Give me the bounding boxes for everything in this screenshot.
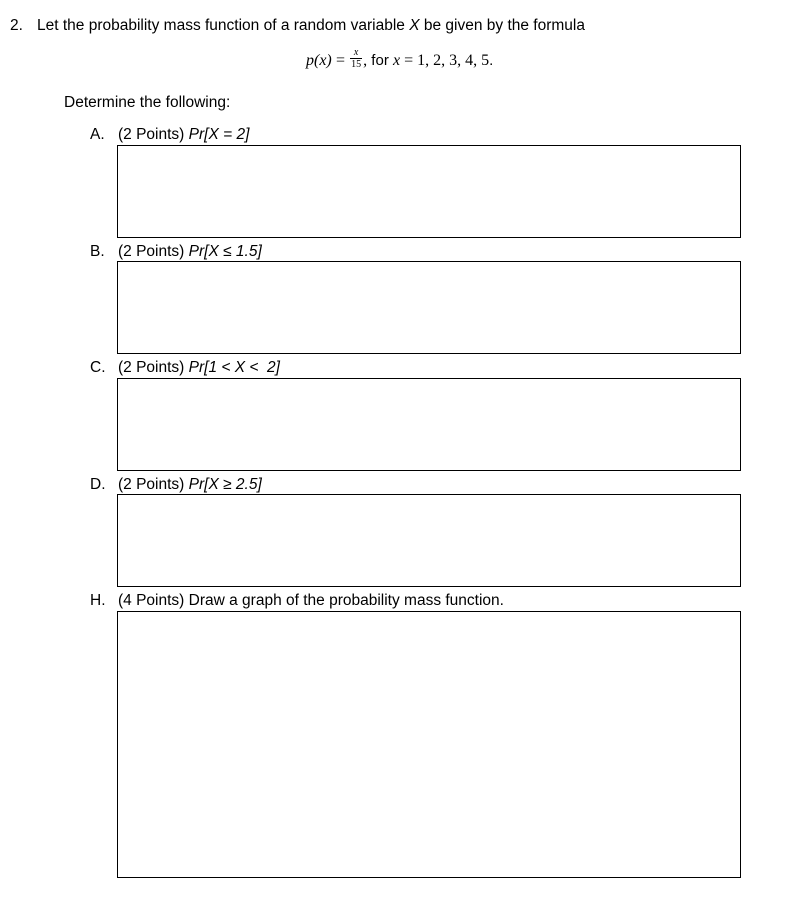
part-a-label: (2 Points) Pr[X = 2] xyxy=(118,126,250,143)
question-number: 2. xyxy=(10,17,23,34)
formula-var: x xyxy=(392,51,401,69)
formula-values: 1, 2, 3, 4, 5 xyxy=(417,51,490,69)
part-h-answer-box[interactable] xyxy=(117,611,741,878)
part-a-letter: A. xyxy=(90,126,105,143)
fraction-denominator: 15 xyxy=(351,59,362,70)
part-c-answer-box[interactable] xyxy=(117,378,741,471)
question-text-before: Let the probability mass function of a random variable xyxy=(37,17,410,34)
pmf-formula xyxy=(306,47,494,72)
formula-equals-2: = xyxy=(400,51,418,69)
formula-comma: , xyxy=(363,51,368,69)
question-variable: X xyxy=(409,17,420,34)
fraction-numerator: x xyxy=(353,47,359,58)
instructions: Determine the following: xyxy=(64,94,231,111)
part-a-answer-box[interactable] xyxy=(117,145,741,238)
part-b-answer-box[interactable] xyxy=(117,261,741,354)
part-b-letter: B. xyxy=(90,243,105,260)
part-h-letter: H. xyxy=(90,592,106,609)
part-h-label: (4 Points) Draw a graph of the probability mass function. xyxy=(118,592,504,609)
formula-period: . xyxy=(489,51,494,69)
part-c-letter: C. xyxy=(90,359,106,376)
formula-fraction xyxy=(350,48,362,70)
formula-lhs: p(x) xyxy=(306,51,332,69)
question-text xyxy=(37,17,585,35)
formula-for-word: for xyxy=(367,51,393,69)
part-c-label: (2 Points) Pr[1 < X < 2] xyxy=(118,359,280,376)
part-d-answer-box[interactable] xyxy=(117,494,741,587)
part-d-letter: D. xyxy=(90,476,106,493)
question-text-after: be given by the formula xyxy=(419,17,585,34)
part-b-label: (2 Points) Pr[X ≤ 1.5] xyxy=(118,243,262,260)
part-d-label: (2 Points) Pr[X ≥ 2.5] xyxy=(118,476,262,493)
formula-equals: = xyxy=(335,51,345,69)
